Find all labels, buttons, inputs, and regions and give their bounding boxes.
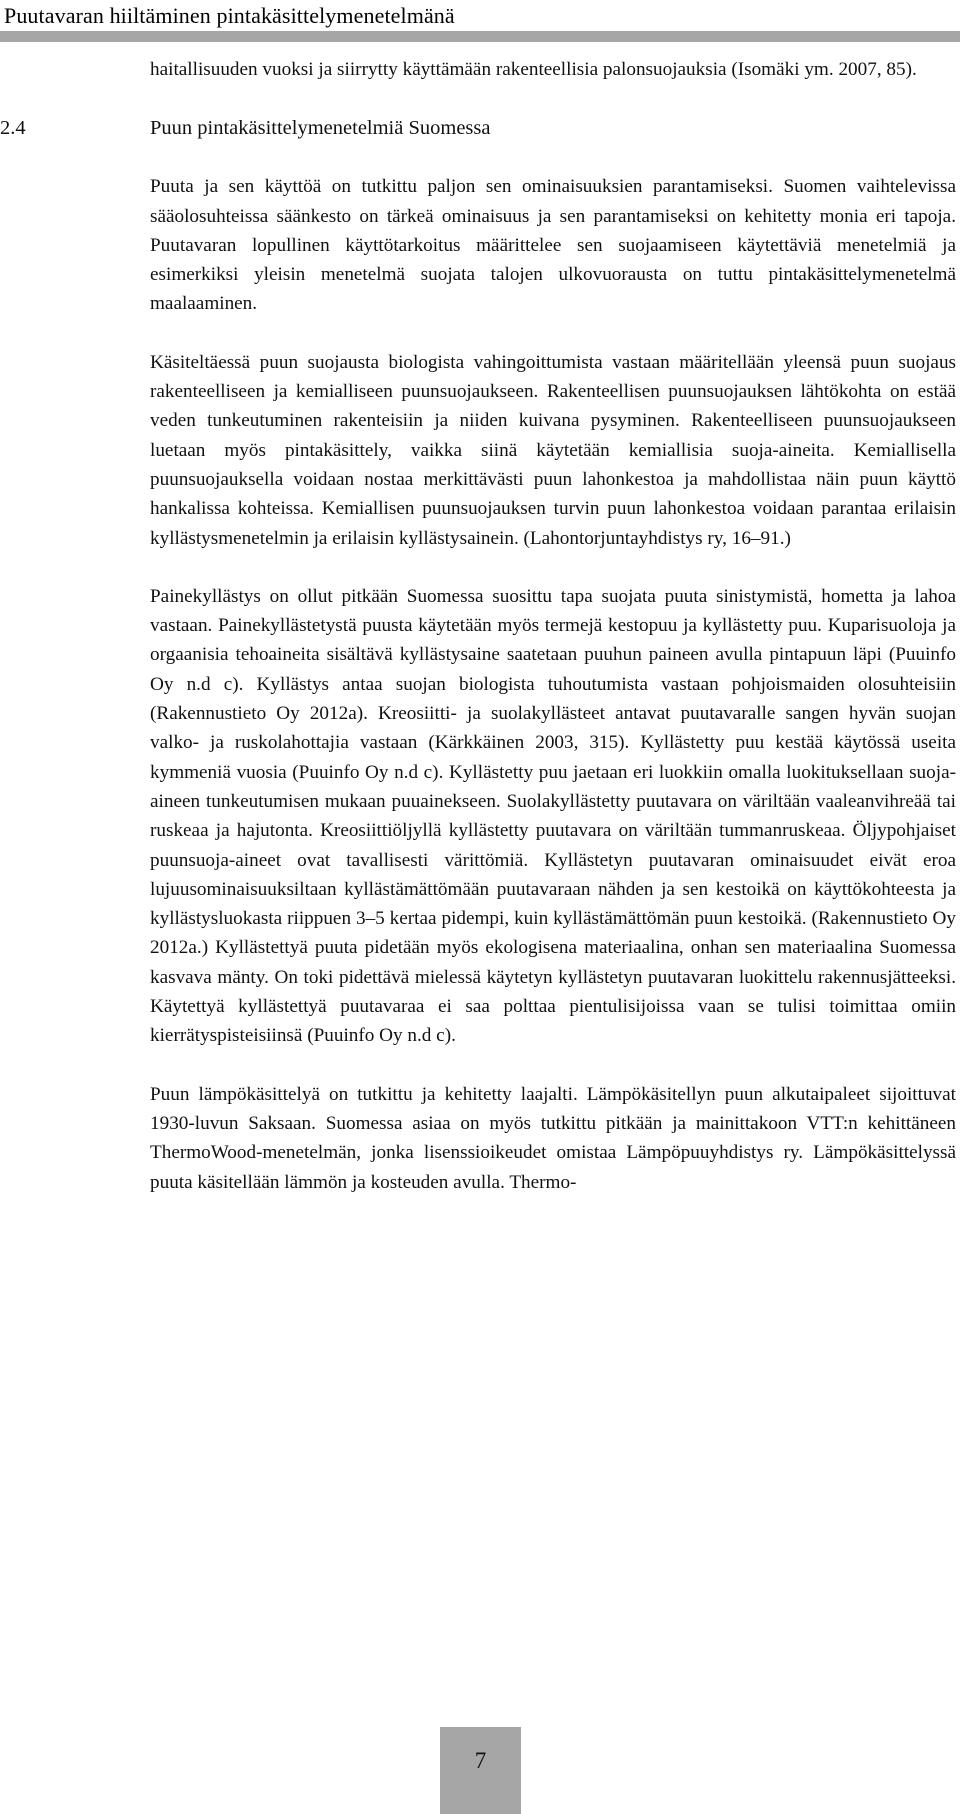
page-number-box [440, 1727, 521, 1814]
section-heading [0, 114, 956, 172]
paragraph: Puuta ja sen käyttöä on tutkittu paljon sen ominaisuuksien parantamiseksi. Suomen vaihtelevissa sääolosuhteissa säänkesto on tärkeä ominaisuus ja sen parantamiseksi on kehitetty monia eri tapoja. Puutavaran lopullinen käyttötarkoitus määrittelee sen suojaamiseen käytettäviä menetelmiä ja esimerkiksi yleisin menetelmä suojata talojen ulkovuorausta on tuttu pintakäsittelymenetelmä maalaaminen. [150, 176, 956, 315]
page-header [0, 0, 960, 40]
running-title: Puutavaran hiiltäminen pintakäsittelymenetelmänä [4, 3, 455, 28]
page-number: 7 [474, 1748, 487, 1773]
section-number: 2.4 [0, 117, 26, 140]
paragraph: Puun lämpökäsittelyä on tutkittu ja kehitetty laajalti. Lämpökäsitellyn puun alkutaipaleet sijoittuvat 1930-luvun Saksaan. Suomessa asiaa on myös tutkittu pitkään ja mainittakoon VTT:n kehittäneen ThermoWood-menetelmän, jonka lisenssioikeudet omistaa Lämpöpuuyhdistys ry. Lämpökäsittelyssä puuta käsitellään lämmön ja kosteuden avulla. Thermo- [150, 1083, 956, 1193]
header-rule [0, 31, 960, 42]
section-title: Puun pintakäsittelymenetelmiä Suomessa [150, 117, 491, 140]
document-body [0, 55, 956, 1226]
paragraph: Painekyllästys on ollut pitkään Suomessa suosittu tapa suojata puuta sinistymistä, hometta ja lahoa vastaan. Painekyllästetystä puusta käytetään myös termejä kestopuu ja kyllästetty puu. Kuparisuoloja ja orgaanisia tehoaineita sisältävä kyllästysaine saatetaan puuhun paineen avulla pintapuun läpi (Puuinfo Oy n.d c). Kyllästys antaa suojan biologista tuhoutumista vastaan pohjoismaiden olosuhteisiin (Rakennustieto Oy 2012a). Kreosiitti- ja suolakyllästeet antavat puutavaralle sangen hyvän suojan valko- ja ruskolahottajia vastaan (Kärkkäinen 2003, 315). Kyllästetty puu kestää käytössä useita kymmeniä vuosia (Puuinfo Oy n.d c). Kyllästetty puu jaetaan eri luokkiin omalla luokituksellaan suoja-aineen tunkeutumisen mukaan puuainekseen. Suolakyllästetty puutavara on väriltään vaaleanvihreää tai ruskeaa ja hajutonta. Kreosiittiöljyllä kyllästetty puutavara on väriltään tummanruskeaa. Öljypohjaiset puunsuoja-aineet ovat tavallisesti värittömiä. Kyllästetyn puutavaran ominaisuudet eivät eroa lujuusominaisuuksiltaan kyllästämättömään puutavaraan nähden ja sen kestoikä on käyttökohteesta ja kyllästysluokasta riippuen 3–5 kertaa pidempi, kuin kyllästämättömän puun kestoikä. (Rakennustieto Oy 2012a.) Kyllästettyä puuta pidetään myös ekologisena materiaalina, onhan sen materiaalina Suomessa kasvava mänty. On toki pidettävä mielessä käytetyn kyllästetyn puutavaran luokittelu rakennusjätteeksi. Käytettyä kyllästettyä puutavaraa ei saa polttaa pientulisijoissa vaan se tulisi toimittaa omiin kierrätyspisteisiinsä (Puuinfo Oy n.d c). [150, 585, 956, 1047]
paragraph: Käsiteltäessä puun suojausta biologista vahingoittumista vastaan määritellään yleensä puun suojaus rakenteelliseen ja kemialliseen puunsuojaukseen. Rakenteellisen puunsuojauksen lähtökohta on estää veden tunkeutuminen rakenteisiin ja niiden kuivana pysyminen. Rakenteelliseen puunsuojaukseen luetaan myös pintakäsittely, vaikka siinä käytetään kemiallisia suoja-aineita. Kemiallisella puunsuojauksella voidaan nostaa merkittävästi puun lahonkestoa ja mahdollistaa näin puun käyttö hankalissa kohteissa. Kemiallisen puunsuojauksen turvin puun lahonkestoa voidaan parantaa erilaisin kyllästysmenetelmin ja erilaisin kyllästysainein. (Lahontorjuntayhdistys ry, 16–91.) [150, 351, 956, 549]
intro-paragraph: haitallisuuden vuoksi ja siirrytty käyttämään rakenteellisia palonsuojauksia (Isomäki ym. 2007, 85). [150, 59, 917, 80]
